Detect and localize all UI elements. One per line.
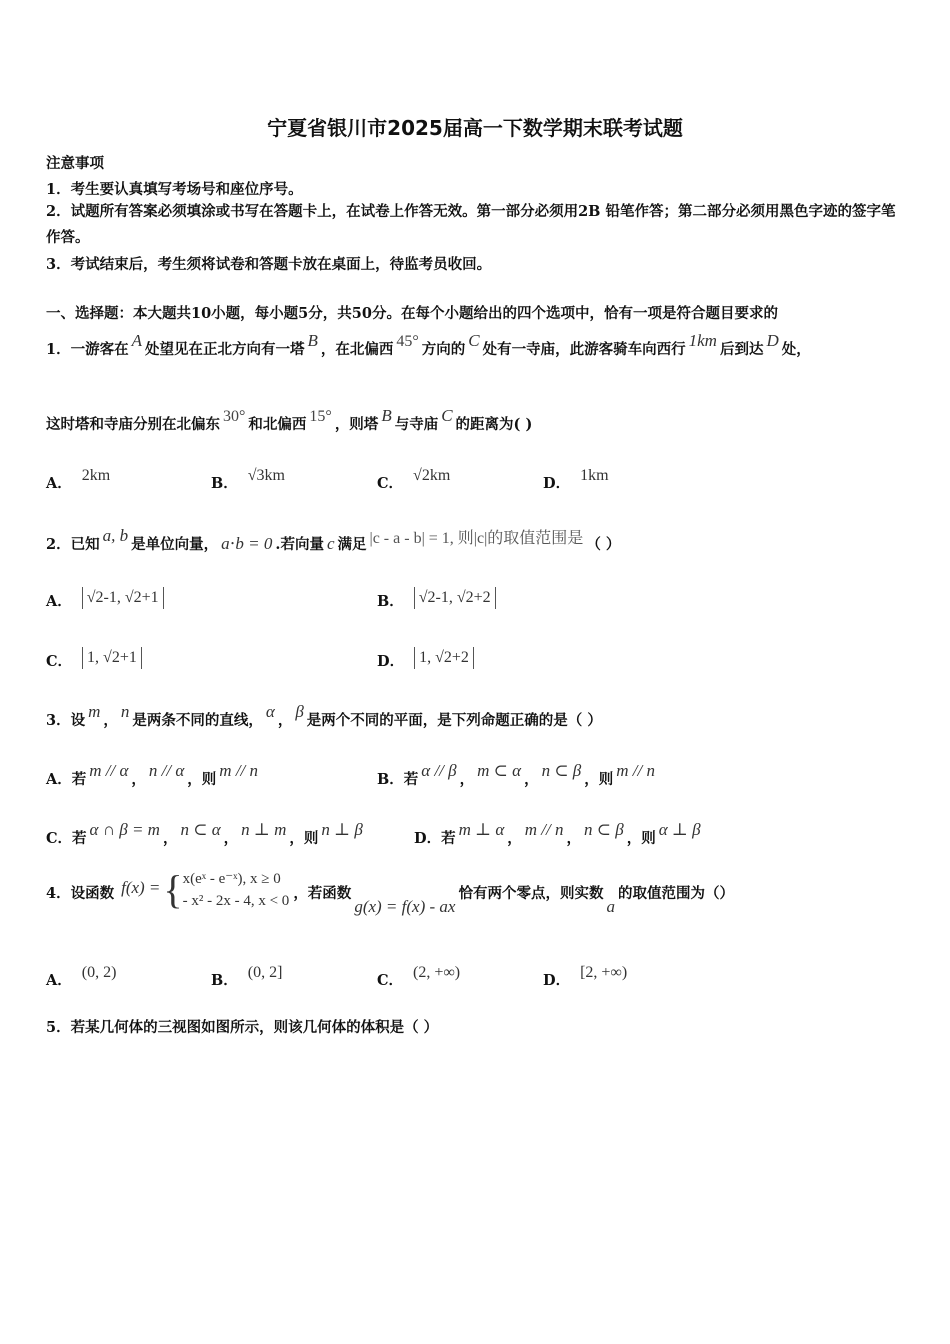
q2-text: 满足	[337, 536, 367, 553]
q1-text: 和北偏西	[248, 416, 307, 433]
q4-option-b[interactable]	[211, 964, 283, 990]
q2-text: 是单位向量，	[131, 536, 219, 553]
option-expr: n // α	[148, 761, 185, 780]
q4-case-2: - x² - 2x - 4, x < 0	[182, 893, 290, 909]
option-value: [2, +∞)	[580, 964, 628, 981]
q2-text: 2．已知	[46, 536, 100, 553]
option-label: D．若	[414, 830, 456, 847]
q2-vector-c: c	[326, 534, 335, 553]
q4-text: 4．设函数	[46, 885, 115, 902]
option-sep: ，	[626, 830, 642, 847]
q1-point-b: B	[381, 406, 392, 425]
q4-g-function: g(x) = f(x) - ax	[354, 897, 456, 916]
q4-param-a: a	[606, 897, 615, 916]
q3-text: 3．设	[46, 712, 86, 729]
q1-text: 的距离为( )	[455, 416, 533, 433]
option-label: C．	[46, 653, 73, 670]
option-sep: ，	[524, 771, 539, 788]
q2-text: .若向量	[275, 536, 324, 553]
option-sep: ，	[187, 771, 202, 788]
option-value: √2-1, √2+1	[82, 587, 164, 609]
question-1-line-2	[46, 406, 533, 434]
q3-plane-beta: β	[295, 702, 304, 721]
option-value: √2km	[413, 467, 451, 484]
q4-option-a[interactable]	[46, 964, 117, 990]
option-expr: n ⊂ β	[584, 820, 624, 839]
option-label: A．	[46, 593, 72, 610]
option-label: A．	[46, 475, 72, 492]
q3-plane-alpha: α	[265, 702, 275, 721]
option-value: (0, 2)	[81, 964, 117, 981]
option-text: 则	[201, 771, 217, 788]
q3-text: 是两个不同的平面，是下列命题正确的是（ ）	[306, 712, 602, 729]
option-label: A．若	[46, 771, 87, 788]
q2-dot-product: a⋅b = 0	[221, 534, 273, 553]
option-expr: m // n	[524, 820, 564, 839]
option-sep: ，	[131, 771, 146, 788]
option-text: 则	[598, 771, 614, 788]
q4-case-1: x(eˣ - e⁻ˣ), x ≥ 0	[182, 871, 281, 887]
option-expr: α ∩ β = m	[89, 820, 160, 839]
option-value: 1, √2+1	[82, 647, 142, 669]
q2-vectors-ab: a, b	[102, 526, 129, 545]
q1-text: 处望见在正北方向有一塔	[144, 341, 305, 358]
option-text: 则	[641, 830, 656, 847]
option-sep: ，	[507, 830, 522, 847]
option-value: 1, √2+2	[414, 647, 474, 669]
q3-text: ，	[103, 712, 118, 729]
option-expr: m ⊥ α	[458, 820, 505, 839]
q1-option-c[interactable]	[377, 467, 451, 493]
q3-line-m: m	[88, 702, 101, 721]
q3-option-b[interactable]	[377, 761, 658, 789]
option-sep: ，	[289, 830, 304, 847]
option-expr: n ⊥ β	[321, 820, 363, 839]
q3-line-n: n	[120, 702, 130, 721]
q1-option-b[interactable]	[211, 467, 285, 493]
q1-option-d[interactable]	[543, 467, 609, 493]
exam-title: 宁夏省银川市2025届高一下数学期末联考试题	[267, 116, 683, 140]
option-label: B．	[377, 593, 404, 610]
q1-text: ，则塔	[334, 416, 379, 433]
q1-angle-15: 15°	[309, 408, 332, 425]
option-sep: ，	[584, 771, 599, 788]
option-expr: α ⊥ β	[658, 820, 701, 839]
q3-option-d[interactable]	[414, 820, 704, 848]
option-sep: ，	[459, 771, 475, 788]
section-heading: 一、选择题：本大题共10小题，每小题5分，共50分。在每个小题给出的四个选项中，恰有一项是符合题目要求的	[46, 305, 778, 322]
q1-option-a[interactable]	[46, 467, 111, 493]
question-1-line-1	[46, 331, 811, 359]
option-value: 2km	[81, 467, 111, 484]
option-expr: m ⊂ α	[477, 761, 522, 780]
q1-distance: 1km	[688, 331, 717, 350]
q2-option-c[interactable]	[46, 650, 142, 673]
q1-text: 1．一游客在	[46, 341, 129, 358]
notice-item-2: 2．试题所有答案必须填涂或书写在答题卡上，在试卷上作答无效。第一部分必须用2B 铅笔作答；第二部分必须用黑色字迹的签字笔作答。	[46, 203, 896, 246]
question-3	[46, 702, 602, 730]
option-expr: α // β	[421, 761, 457, 780]
q1-text: 处，	[781, 341, 811, 358]
option-label: D．	[543, 972, 571, 989]
q1-text: 这时塔和寺庙分别在北偏东	[46, 416, 220, 433]
option-label: C．若	[46, 830, 87, 847]
question-4	[46, 867, 734, 916]
q2-option-a[interactable]	[46, 590, 164, 613]
q4-function-name: f(x) =	[121, 878, 161, 898]
brace-icon: {	[163, 867, 183, 912]
option-label: B．若	[377, 771, 419, 788]
option-label: D．	[543, 475, 571, 492]
notice-item-3: 3．考试结束后，考生须将试卷和答题卡放在桌面上，待监考员收回。	[46, 256, 492, 273]
q4-text: ，若函数	[293, 885, 352, 902]
q1-text: 方向的	[421, 341, 466, 358]
option-sep: ，	[162, 830, 178, 847]
option-text: 则	[303, 830, 319, 847]
q1-point-b: B	[307, 331, 318, 350]
option-value: (2, +∞)	[413, 964, 461, 981]
q4-text: 的取值范围为（）	[617, 885, 734, 902]
q2-text: （ ）	[586, 536, 621, 553]
option-value: (0, 2]	[247, 964, 283, 981]
question-5: 5．若某几何体的三视图如图所示，则该几何体的体积是（ ）	[46, 1019, 439, 1036]
q4-option-c[interactable]	[377, 964, 461, 990]
notice-heading: 注意事项	[46, 155, 104, 172]
option-value: √2-1, √2+2	[414, 587, 496, 609]
q2-condition: |c - a - b| = 1, 则|c|的取值范围是	[369, 530, 584, 547]
option-expr: m // n	[219, 761, 259, 780]
q1-angle-30: 30°	[223, 408, 246, 425]
option-label: B．	[211, 972, 238, 989]
option-sep: ，	[223, 830, 239, 847]
option-sep: ，	[566, 830, 581, 847]
option-label: D．	[377, 653, 405, 670]
q2-option-b[interactable]	[377, 590, 496, 613]
q3-option-a[interactable]	[46, 761, 261, 789]
q3-option-c[interactable]	[46, 820, 366, 848]
option-expr: n ⊂ β	[541, 761, 582, 780]
q4-option-d[interactable]	[543, 964, 628, 990]
option-label: C．	[377, 972, 404, 989]
q3-text: ，	[277, 712, 293, 729]
q1-point-c: C	[468, 331, 480, 350]
q1-text: 后到达	[719, 341, 764, 358]
q1-point-c: C	[441, 406, 453, 425]
q1-text: 与寺庙	[394, 416, 439, 433]
option-label: B．	[211, 475, 238, 492]
question-2	[46, 526, 621, 554]
q1-point-a: A	[131, 331, 142, 350]
option-expr: n ⊂ α	[180, 820, 221, 839]
q4-piecewise-function	[118, 868, 289, 912]
q1-angle-45: 45°	[396, 333, 419, 350]
q2-option-d[interactable]	[377, 650, 474, 673]
option-expr: m // α	[89, 761, 129, 780]
q1-text: ，在北偏西	[320, 341, 394, 358]
option-expr: n ⊥ m	[241, 820, 287, 839]
q3-text: 是两条不同的直线，	[132, 712, 263, 729]
option-label: C．	[377, 475, 404, 492]
option-value: √3km	[247, 467, 285, 484]
option-label: A．	[46, 972, 72, 989]
option-value: 1km	[580, 467, 609, 484]
q1-point-d: D	[766, 331, 779, 350]
q4-text: 恰有两个零点，则实数	[458, 885, 604, 902]
notice-item-1: 1．考生要认真填写考场号和座位序号。	[46, 181, 303, 198]
option-expr: m // n	[616, 761, 656, 780]
q1-text: 处有一寺庙，此游客骑车向西行	[482, 341, 686, 358]
